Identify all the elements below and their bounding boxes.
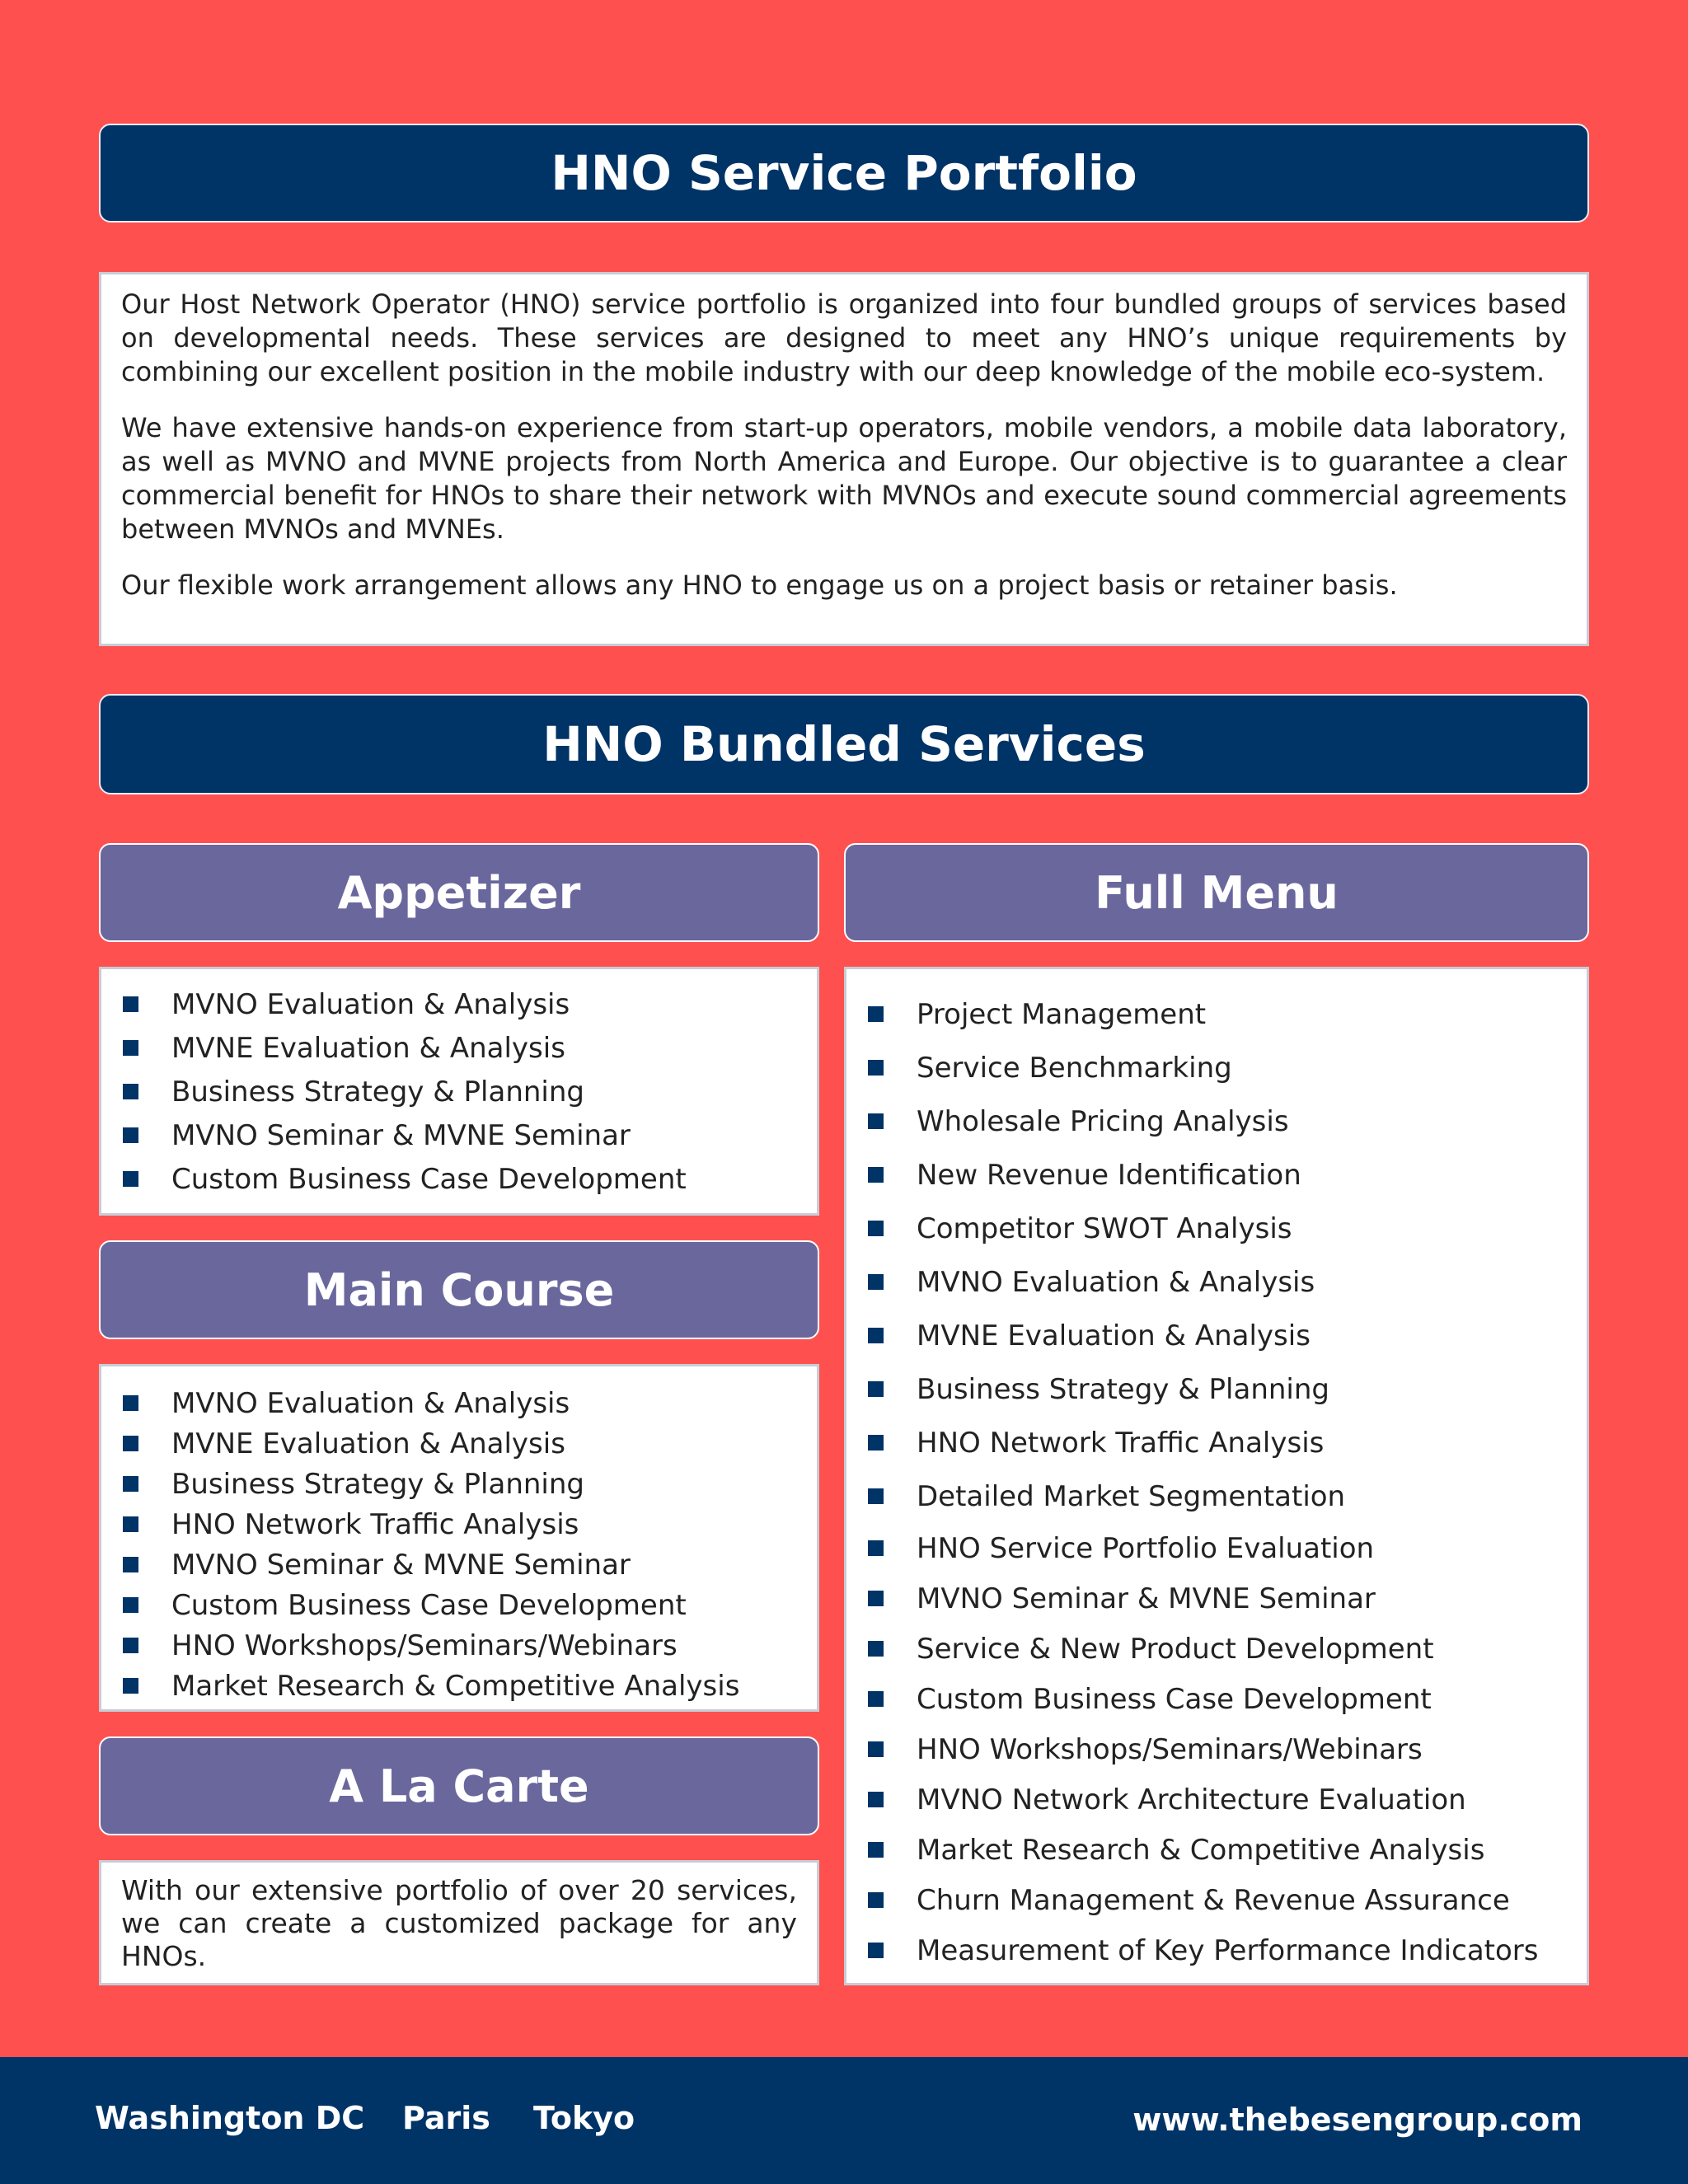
list-item: [868, 1148, 1587, 1202]
portfolio-title: HNO Service Portfolio: [551, 145, 1137, 201]
list-item-label: Project Management: [917, 997, 1207, 1031]
list-item: [123, 1157, 817, 1201]
list-item-label: Custom Business Case Development: [917, 1682, 1432, 1716]
list-item-label: Competitor SWOT Analysis: [917, 1212, 1292, 1245]
list-item-label: Market Research & Competitive Analysis: [171, 1669, 740, 1703]
bullet-square-icon: [123, 1436, 138, 1451]
list-item: [868, 1724, 1587, 1774]
list-item: [868, 1041, 1587, 1094]
list-item-label: HNO Service Portfolio Evaluation: [917, 1531, 1375, 1565]
full-menu-box: [844, 967, 1589, 1985]
bullet-square-icon: [868, 1641, 884, 1657]
list-item-label: Service Benchmarking: [917, 1051, 1232, 1085]
list-item-label: MVNO Seminar & MVNE Seminar: [917, 1582, 1376, 1615]
bullet-square-icon: [868, 1691, 884, 1707]
bullet-square-icon: [868, 1591, 884, 1606]
bullet-square-icon: [123, 1476, 138, 1492]
a-la-carte-title: A La Carte: [329, 1760, 589, 1812]
list-item-label: MVNO Evaluation & Analysis: [171, 1386, 570, 1420]
list-item: [868, 987, 1587, 1041]
list-item: [868, 1925, 1587, 1975]
bullet-square-icon: [868, 1488, 884, 1504]
list-item: [123, 1423, 817, 1464]
footer-location: Paris: [402, 2100, 490, 2136]
bundled-title: HNO Bundled Services: [542, 716, 1146, 772]
appetizer-box: [99, 967, 819, 1216]
bullet-square-icon: [868, 1892, 884, 1908]
appetizer-list: [101, 969, 817, 1201]
list-item-label: MVNO Seminar & MVNE Seminar: [171, 1118, 631, 1152]
bullet-square-icon: [868, 1842, 884, 1858]
list-item: [868, 1774, 1587, 1825]
bullet-square-icon: [123, 1040, 138, 1056]
footer-location: Tokyo: [533, 2100, 635, 2136]
bullet-square-icon: [868, 1167, 884, 1183]
bullet-square-icon: [123, 1516, 138, 1532]
bullet-square-icon: [123, 1127, 138, 1143]
list-item: [868, 1825, 1587, 1875]
list-item-label: MVNE Evaluation & Analysis: [171, 1427, 565, 1460]
bullet-square-icon: [123, 1084, 138, 1099]
bullet-square-icon: [123, 1395, 138, 1411]
list-item-label: Service & New Product Development: [917, 1632, 1434, 1666]
list-item: [123, 1666, 817, 1706]
list-item: [123, 1464, 817, 1504]
list-item-label: MVNO Evaluation & Analysis: [171, 987, 570, 1021]
main-course-header: [99, 1240, 819, 1339]
list-item: [868, 1523, 1587, 1573]
intro-paragraph: We have extensive hands-on experience from start-up operators, mobile vendors, a mobile data laboratory, as well as MVNO and MVNE projects from North America and Europe. Our objective is to guarantee a clear commercial benefit for HNOs to share their network with MVNOs and execute sound commercial agreements between MVNOs and MVNEs.: [121, 412, 1567, 545]
list-item-label: HNO Workshops/Seminars/Webinars: [171, 1629, 678, 1662]
list-item-label: Wholesale Pricing Analysis: [917, 1104, 1289, 1138]
list-item-label: Business Strategy & Planning: [171, 1467, 585, 1501]
list-item-label: Custom Business Case Development: [171, 1588, 687, 1622]
list-item-label: Measurement of Key Performance Indicators: [917, 1933, 1539, 1967]
main-course-list: [101, 1366, 817, 1706]
bullet-square-icon: [868, 1221, 884, 1236]
bullet-square-icon: [868, 1741, 884, 1757]
main-course-title: Main Course: [303, 1263, 615, 1316]
bullet-square-icon: [868, 1943, 884, 1958]
list-item: [123, 1070, 817, 1113]
a-la-carte-text: With our extensive portfolio of over 20 services, we can create a customized package for any HNOs.: [121, 1874, 797, 1972]
list-item-label: MVNE Evaluation & Analysis: [171, 1031, 565, 1065]
list-item-label: MVNO Evaluation & Analysis: [917, 1265, 1315, 1299]
bullet-square-icon: [123, 1597, 138, 1613]
bullet-square-icon: [868, 1113, 884, 1129]
intro-paragraph: Our flexible work arrangement allows any HNO to engage us on a project basis or retainer basis.: [121, 569, 1398, 601]
footer-website-link[interactable]: www.thebesengroup.com: [1132, 2102, 1582, 2138]
bullet-square-icon: [868, 1328, 884, 1343]
list-item: [123, 1504, 817, 1544]
list-item: [868, 1469, 1587, 1523]
list-item-label: Market Research & Competitive Analysis: [917, 1833, 1485, 1867]
bullet-square-icon: [123, 996, 138, 1012]
bullet-square-icon: [868, 1006, 884, 1022]
bullet-square-icon: [868, 1792, 884, 1807]
intro-paragraph: Our Host Network Operator (HNO) service portfolio is organized into four bundled groups of services based on developmental needs. These services are designed to meet any HNO’s unique requirements by combining our excellent position in the mobile industry with our deep knowledge of the mobile eco-system.: [121, 288, 1567, 387]
a-la-carte-header: [99, 1736, 819, 1835]
list-item: [868, 1255, 1587, 1309]
main-course-box: [99, 1364, 819, 1712]
bullet-square-icon: [868, 1381, 884, 1397]
bullet-square-icon: [123, 1557, 138, 1572]
list-item: [123, 1026, 817, 1070]
portfolio-title-banner: [99, 124, 1589, 223]
list-item: [123, 982, 817, 1026]
list-item: [123, 1383, 817, 1423]
list-item: [868, 1416, 1587, 1469]
list-item-label: Custom Business Case Development: [171, 1162, 687, 1196]
list-item-label: Business Strategy & Planning: [171, 1075, 585, 1108]
list-item: [868, 1202, 1587, 1255]
a-la-carte-box: [99, 1860, 819, 1985]
bullet-square-icon: [123, 1638, 138, 1653]
list-item: [123, 1585, 817, 1625]
list-item: [868, 1094, 1587, 1148]
footer: [0, 2057, 1688, 2184]
footer-location: Washington DC: [95, 2100, 365, 2136]
list-item-label: MVNE Evaluation & Analysis: [917, 1319, 1311, 1352]
bullet-square-icon: [868, 1540, 884, 1556]
list-item-label: HNO Network Traffic Analysis: [171, 1507, 579, 1541]
appetizer-title: Appetizer: [337, 866, 581, 919]
list-item-label: New Revenue Identification: [917, 1158, 1301, 1192]
bundled-title-banner: [99, 694, 1589, 794]
list-item: [868, 1362, 1587, 1416]
list-item: [123, 1113, 817, 1157]
list-item-label: Churn Management & Revenue Assurance: [917, 1883, 1510, 1917]
list-item: [123, 1625, 817, 1666]
list-item-label: HNO Network Traffic Analysis: [917, 1426, 1325, 1460]
bullet-square-icon: [123, 1678, 138, 1694]
full-menu-title: Full Menu: [1095, 866, 1339, 919]
list-item: [123, 1544, 817, 1585]
list-item-label: MVNO Seminar & MVNE Seminar: [171, 1548, 631, 1582]
appetizer-header: [99, 843, 819, 942]
list-item: [868, 1875, 1587, 1925]
full-menu-list: [846, 969, 1587, 1975]
list-item: [868, 1309, 1587, 1362]
list-item-label: Business Strategy & Planning: [917, 1372, 1330, 1406]
list-item: [868, 1624, 1587, 1674]
bullet-square-icon: [868, 1435, 884, 1451]
list-item-label: HNO Workshops/Seminars/Webinars: [917, 1732, 1423, 1766]
list-item: [868, 1573, 1587, 1624]
list-item: [868, 1674, 1587, 1724]
bullet-square-icon: [868, 1060, 884, 1076]
bullet-square-icon: [868, 1274, 884, 1290]
intro-box: [99, 272, 1589, 646]
list-item-label: MVNO Network Architecture Evaluation: [917, 1783, 1466, 1816]
full-menu-header: [844, 843, 1589, 942]
bullet-square-icon: [123, 1171, 138, 1187]
list-item-label: Detailed Market Segmentation: [917, 1479, 1346, 1513]
